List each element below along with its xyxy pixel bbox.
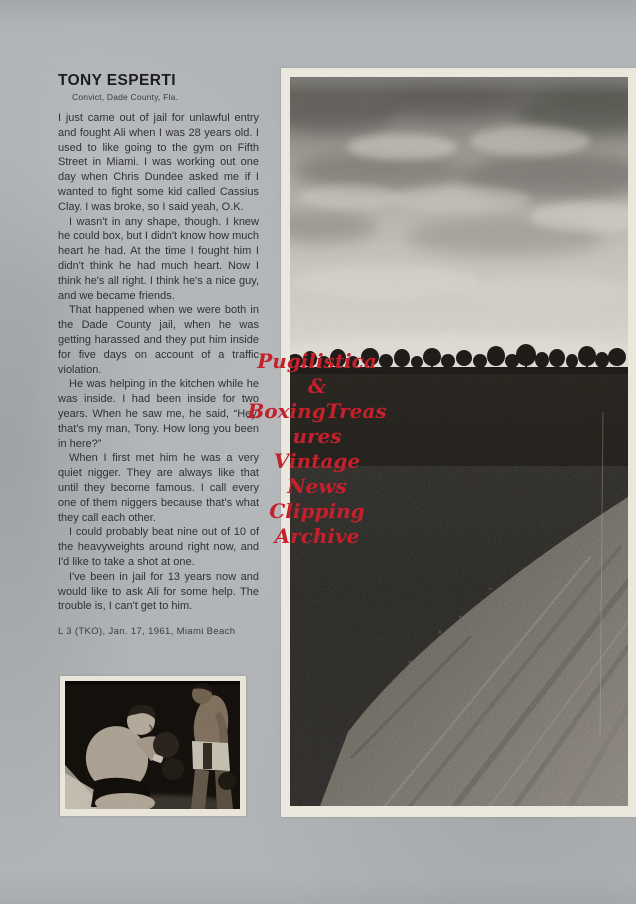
- boxing-photo: [65, 681, 240, 809]
- paragraph: I could probably beat nine out of 10 of the heavyweights around right now, and I'd like to take a shot at one.: [58, 526, 259, 568]
- article-subtitle: Convict, Dade County, Fla.: [72, 92, 179, 102]
- watermark-line: BoxingTreas: [247, 399, 387, 423]
- paragraph: I've been in jail for 13 years now and would like to ask Ali for some help. The trouble is, I can't get to him.: [58, 570, 259, 613]
- article-body: [58, 111, 259, 614]
- watermark-line: Pugilistica: [257, 349, 377, 373]
- paragraph: That happened when we were both in the Dade County jail, when he was getting harassed and they put him inside for five days on account of a traffic violation.: [58, 304, 259, 376]
- paragraph: I just came out of jail for unlawful entry and fought Ali when I was 28 years old. I used to like going to the gym on Fifth Street in Miami. I was working out one day when Chris Dundee asked me if I wanted to fight some kid called Cassius Clay. I was broke, so I said yeah, O.K.: [58, 112, 259, 213]
- watermark-line: &: [307, 374, 327, 398]
- watermark-line: Archive: [274, 524, 360, 548]
- watermark-line: News: [287, 474, 347, 498]
- watermark-line: ures: [292, 424, 342, 448]
- article-column: [58, 72, 259, 637]
- paragraph: I wasn't in any shape, though. I knew he could box, but I didn't know how much heart he had. At the time I fought him I didn't think he had much heart. Now I think he's all right. I think he's a nice guy, and we became friends.: [58, 215, 259, 302]
- archive-watermark: [246, 349, 388, 549]
- paragraph: When I first met him he was a very quiet nigger. They are always like that until they become famous. I call every one of them niggers because that's what they call each other.: [58, 452, 259, 524]
- watermark-line: Clipping: [269, 499, 365, 523]
- fight-record-caption: L 3 (TKO), Jan. 17, 1961, Miami Beach: [58, 626, 236, 638]
- article-title: TONY ESPERTI: [58, 72, 176, 89]
- paragraph: He was helping in the kitchen while he was inside. I had been inside for two years. When he saw me, he said, “Hey, that's my man, Tony. How long you been in here?”: [58, 378, 259, 450]
- boxing-photo-frame: [60, 676, 246, 816]
- watermark-line: Vintage: [273, 449, 361, 473]
